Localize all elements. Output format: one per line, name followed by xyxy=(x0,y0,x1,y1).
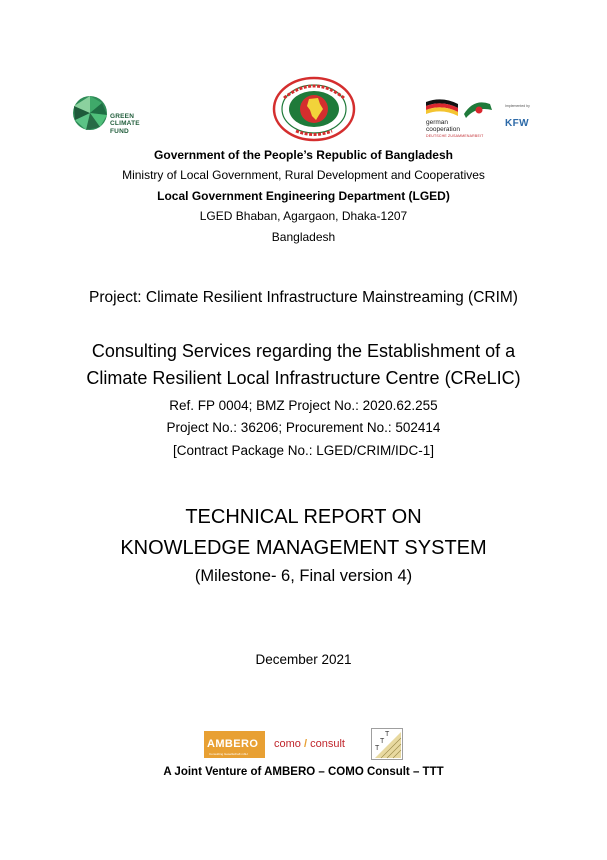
kfw-wordmark: KFW xyxy=(505,118,529,129)
ambero-logo xyxy=(204,731,265,758)
reference-line-1: Ref. FP 0004; BMZ Project No.: 2020.62.255 xyxy=(169,398,438,413)
ttt-logo-icon xyxy=(371,728,403,760)
como-separator: / xyxy=(303,738,308,750)
gcf-globe-icon xyxy=(72,95,108,131)
report-date: December 2021 xyxy=(255,652,352,667)
consult-wordmark: consult xyxy=(310,738,345,750)
svg-text:T: T xyxy=(375,745,380,752)
como-consult-logo xyxy=(274,738,345,750)
svg-text:T: T xyxy=(385,731,390,738)
consulting-title-line-1: Consulting Services regarding the Establishment of a xyxy=(91,341,516,361)
joint-venture-line: A Joint Venture of AMBERO – COMO Consult – TTT xyxy=(163,766,444,778)
project-title: Project: Climate Resilient Infrastructure Mainstreaming (CRIM) xyxy=(89,289,518,306)
government-line: Government of the People’s Republic of Bangladesh xyxy=(154,148,453,162)
german-cooperation-logo xyxy=(424,96,494,140)
german-cooperation-subtext: DEUTSCHE ZUSAMMENARBEIT xyxy=(426,134,484,138)
ambero-subtext: Consulting Gesellschaft mbH xyxy=(209,752,248,756)
country-line: Bangladesh xyxy=(271,230,336,244)
address-line: LGED Bhaban, Agargaon, Dhaka-1207 xyxy=(199,209,408,223)
ambero-wordmark: AMBERO xyxy=(207,738,259,750)
bangladesh-seal-icon xyxy=(272,76,356,142)
svg-text:T: T xyxy=(380,738,385,745)
green-climate-fund-logo xyxy=(72,95,152,145)
report-title-line-2: KNOWLEDGE MANAGEMENT SYSTEM xyxy=(120,537,487,559)
kfw-implemented-by: Implemented by xyxy=(505,104,530,108)
reference-line-2: Project No.: 36206; Procurement No.: 502414 xyxy=(166,420,441,435)
kfw-logo xyxy=(505,104,545,134)
reference-line-3: [Contract Package No.: LGED/CRIM/IDC-1] xyxy=(172,443,435,458)
german-cooperation-wordmark: german cooperation xyxy=(426,119,460,133)
report-title-line-1: TECHNICAL REPORT ON xyxy=(185,506,422,528)
german-flag-wave-icon xyxy=(424,96,494,120)
como-wordmark: como xyxy=(274,738,301,750)
department-line: Local Government Engineering Department (LGED) xyxy=(157,189,450,203)
gcf-wordmark: GREEN CLIMATE FUND xyxy=(110,113,140,135)
ministry-line: Ministry of Local Government, Rural Development and Cooperatives xyxy=(122,168,485,182)
consulting-title-line-2: Climate Resilient Local Infrastructure Centre (CReLIC) xyxy=(86,368,521,388)
report-subtitle: (Milestone- 6, Final version 4) xyxy=(194,567,413,585)
